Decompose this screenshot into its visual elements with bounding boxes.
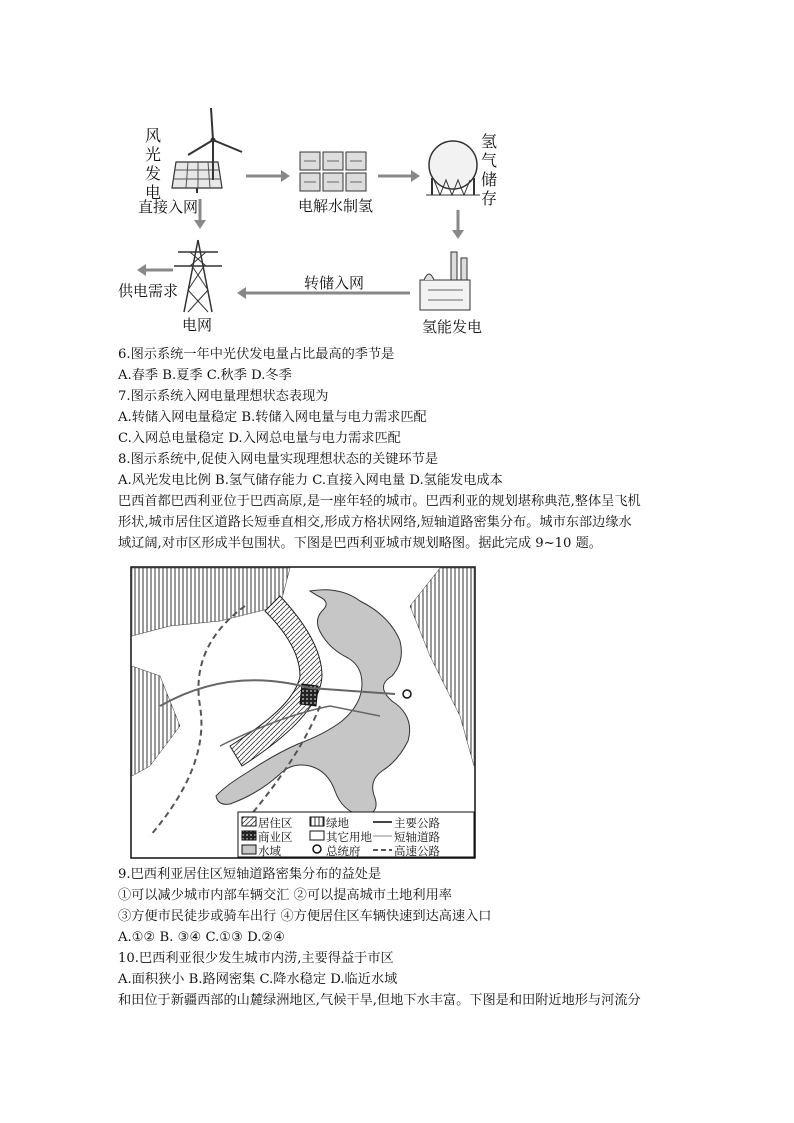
question-7-stem: 7.图示系统入网电量理想状态表现为 <box>118 389 329 404</box>
power-demand-label: 供电需求 <box>118 282 179 300</box>
arrow-down-icon <box>452 210 464 239</box>
arrow-right-icon <box>246 170 290 182</box>
legend-commercial-swatch <box>242 831 256 840</box>
legend-government-icon <box>313 845 321 853</box>
power-plant-icon <box>420 252 470 310</box>
legend-government-label: 总统府 <box>326 844 361 858</box>
intro-paragraph-line1: 巴西首都巴西利亚位于巴西高原,是一座年轻的城市。巴西利亚的规划堪称典范,整体呈飞机 <box>118 494 641 509</box>
question-8-stem: 8.图示系统中,促使入网电量实现理想状态的关键环节是 <box>118 452 439 467</box>
flow-diagram-graphics <box>118 100 518 340</box>
question-6-options: A.春季 B.夏季 C.秋季 D.冬季 <box>118 368 292 383</box>
question-9-statements-row2: ③方便市民徒步或骑车出行 ④方便居住区车辆快速到达高速入口 <box>118 909 492 924</box>
legend-water-label: 水域 <box>258 844 281 858</box>
question-9-options: A.①② B. ③④ C.①③ D.②④ <box>118 930 286 945</box>
intro-paragraph-line3: 域辽阔,对市区形成半包围状。下图是巴西利亚城市规划略图。据此完成 9~10 题。 <box>118 536 602 551</box>
legend-main-road-label: 主要公路 <box>394 816 440 830</box>
transmission-tower-icon <box>174 240 222 312</box>
question-10-options: A.面积狭小 B.路网密集 C.降水稳定 D.临近水域 <box>118 972 398 987</box>
legend-other-label: 其它用地 <box>326 830 372 844</box>
solar-panel-icon <box>172 162 222 193</box>
legend-water-swatch <box>242 845 256 854</box>
legend-green-label: 绿地 <box>326 816 349 830</box>
question-9-statements-row1: ①可以减少城市内部车辆交汇 ②可以提高城市土地利用率 <box>118 888 452 903</box>
hydrogen-tank-icon <box>426 141 480 195</box>
transfer-grid-label: 转储入网 <box>304 274 365 292</box>
question-6-stem: 6.图示系统一年中光伏发电量占比最高的季节是 <box>118 347 395 362</box>
hotan-intro-line: 和田位于新疆西部的山麓绿洲地区,气候干旱,但地下水丰富。下图是和田附近地形与河流分 <box>118 993 641 1008</box>
legend-residential-label: 居住区 <box>258 816 293 830</box>
legend-residential-swatch <box>242 817 256 826</box>
electrolysis-label: 电解水制氢 <box>298 197 374 215</box>
legend-highway-label: 高速公路 <box>394 844 440 858</box>
question-7-options-line2: C.入网总电量稳定 D.入网总电量与电力需求匹配 <box>118 431 401 446</box>
hydrogen-storage-label: 氢气储存 <box>480 132 497 208</box>
legend-green-swatch <box>310 817 324 826</box>
legend-other-swatch <box>310 831 324 840</box>
question-7-options-line1: A.转储入网电量稳定 B.转储入网电量与电力需求匹配 <box>118 410 427 425</box>
government-icon <box>403 690 411 698</box>
electrolysis-icon <box>300 152 366 191</box>
question-10-stem: 10.巴西利亚很少发生城市内涝,主要得益于市区 <box>118 951 394 966</box>
arrow-right-icon <box>378 170 420 182</box>
legend-short-road-label: 短轴道路 <box>394 830 440 844</box>
legend-commercial-label: 商业区 <box>258 830 293 844</box>
direct-grid-label: 直接入网 <box>138 198 199 216</box>
question-9-stem: 9.巴西利亚居住区短轴道路密集分布的益处是 <box>118 867 382 882</box>
city-plan-map <box>130 566 476 859</box>
flow-diagram <box>118 100 518 340</box>
wind-solar-label: 风光发电 <box>144 126 161 202</box>
hydrogen-power-label: 氢能发电 <box>422 318 483 336</box>
arrow-left-icon <box>137 264 173 276</box>
intro-paragraph-line2: 形状,城市居住区道路长短垂直相交,形成方格状网络,短轴道路密集分布。城市东部边缘水 <box>118 515 632 530</box>
grid-label: 电网 <box>182 316 213 334</box>
question-8-options: A.风光发电比例 B.氢气储存能力 C.直接入网电量 D.氢能发电成本 <box>118 473 503 488</box>
